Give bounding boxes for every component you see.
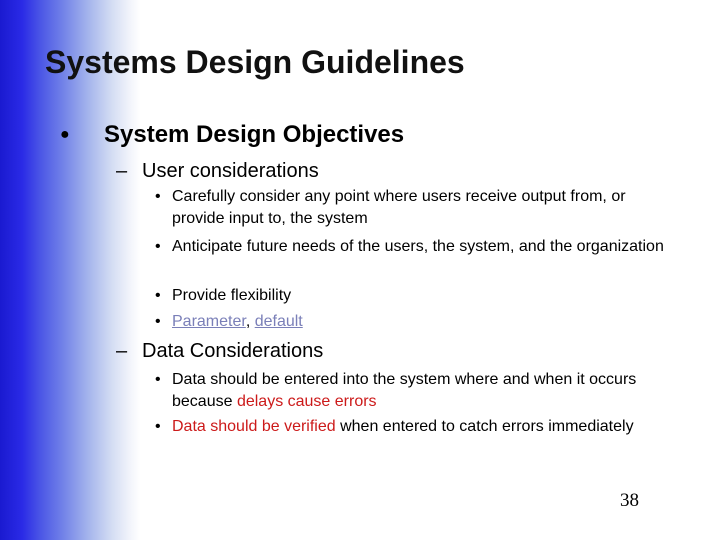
parameter-link[interactable]: Parameter bbox=[172, 313, 246, 330]
list-item bbox=[155, 236, 665, 258]
dash-icon: – bbox=[116, 340, 128, 362]
dash-icon: – bbox=[116, 160, 128, 182]
data-verified-text: Data should be verified bbox=[172, 418, 336, 435]
list-item-text: Provide flexibility bbox=[172, 287, 292, 304]
list-item-text bbox=[172, 369, 665, 413]
link-separator: , bbox=[245, 313, 255, 330]
bullet-icon: • bbox=[155, 371, 161, 388]
page-number: 38 bbox=[620, 490, 639, 511]
round-bullet-icon: ● bbox=[60, 126, 70, 143]
list-item bbox=[155, 186, 665, 230]
data-entry-text: Data should be entered into the system where and when it occurs because bbox=[172, 371, 637, 410]
list-item bbox=[155, 369, 665, 413]
user-considerations-label: User considerations bbox=[142, 160, 319, 182]
list-item-text: Carefully consider any point where users receive output from, or provide input to, the system bbox=[172, 188, 626, 227]
bullet-icon: • bbox=[155, 313, 161, 330]
slide-title: Systems Design Guidelines bbox=[45, 44, 465, 80]
bullet-icon: • bbox=[155, 238, 161, 255]
delays-cause-errors-text: delays cause errors bbox=[236, 393, 377, 410]
list-item bbox=[155, 311, 665, 333]
default-link[interactable]: default bbox=[254, 313, 303, 330]
objective-bullet bbox=[60, 121, 404, 149]
list-item-text bbox=[172, 416, 665, 438]
list-item-text: Anticipate future needs of the users, the system, and the organization bbox=[172, 238, 664, 255]
list-item-text bbox=[172, 311, 665, 333]
bullet-icon: • bbox=[155, 188, 161, 205]
data-considerations-label: Data Considerations bbox=[142, 340, 324, 362]
list-item bbox=[155, 285, 665, 307]
list-item bbox=[155, 416, 665, 438]
bullet-icon: • bbox=[155, 418, 161, 435]
verification-rest-text: when entered to catch errors immediately bbox=[335, 418, 634, 435]
objective-label: System Design Objectives bbox=[104, 121, 405, 148]
side-gradient-band bbox=[0, 0, 140, 540]
user-considerations-heading bbox=[116, 160, 319, 183]
data-considerations-heading bbox=[116, 340, 323, 363]
bullet-icon: • bbox=[155, 287, 161, 304]
